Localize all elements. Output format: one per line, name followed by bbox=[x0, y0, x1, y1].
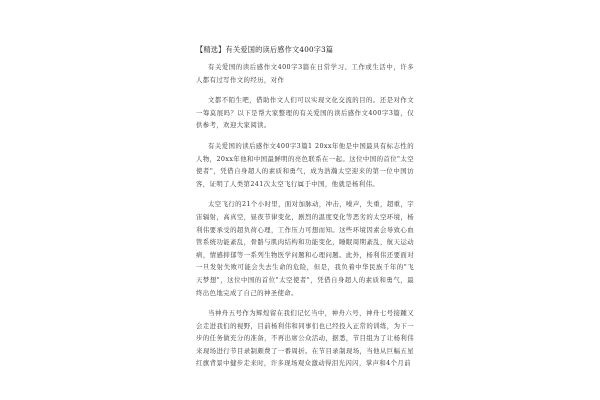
paragraph-essay-1-opening: 有关爱国的读后感作文400字3篇1 20xx年他是中国最具有标志性的人物，20xx年他和中国最鲜明的亮色联系在一起。这位中国的首位"太空使者"，凭借自身超人的素质和勇气，成为浩瀚太空迎来的第一位中国访客，证明了人类第241次太空飞行属于中国，他就是杨利伟。 bbox=[196, 141, 414, 188]
paragraph-space-flight: 太空飞行的21个小时里，面对加脉动，冲击，噪声，失重，超重，宇宙辐射，高真空，昼夜节律变化，剧烈的温度变化等恶劣的太空环境，杨利伟要承受的超负荷心理，工作压力可想而知。这些环境因素会导致心血管系统功能紊乱，骨骼与肌肉结构和功能变化，睡眠周期紊乱，航天运动病，情感抑郁等一系列生物医学问题和心理问题。此外，杨利伟还要面对一旦发射失败可能会失去生命的危险，但是，我负着中华民族千年的"飞天梦想"，这位中国的首位"太空使者"，凭借自身超人的素质和勇气，最终出色地完成了自己的神圣使命。 bbox=[196, 200, 414, 297]
document-title: 【精选】有关爱国的读后感作文400字3篇 bbox=[196, 45, 334, 54]
document-page bbox=[196, 44, 414, 394]
paragraph-intro: 有关爱国的读后感作文400字3篇在日常学习、工作或生活中，许多人都有过写作文的经历，对作 bbox=[196, 63, 414, 84]
paragraph-intro-continued: 文都不陌生吧，借助作文人们可以实现文化交流的目的。还是对作文一筹莫展吗？以下是帮大家整理的有关爱国的读后感作文400字3篇，仅供参考，欢迎大家阅读。 bbox=[196, 96, 414, 130]
paragraph-shenzhou: 当神舟五号作为辉煌留在我们记忆当中，神舟六号，神舟七号接踵又会走进我们的视野，目前杨利伟和同事们也已经投入正常的训练，为下一步的任务做充分的准备，不再出席公众活动，据悉，节目组为了让杨利伟来现场进行节目录制颇费了一番周折。在节目录制现场，当他从巨幅五星红旗背景中健步走来时，许多现场观众激动得泪光闪闪，掌声和4个月前 bbox=[196, 309, 414, 368]
